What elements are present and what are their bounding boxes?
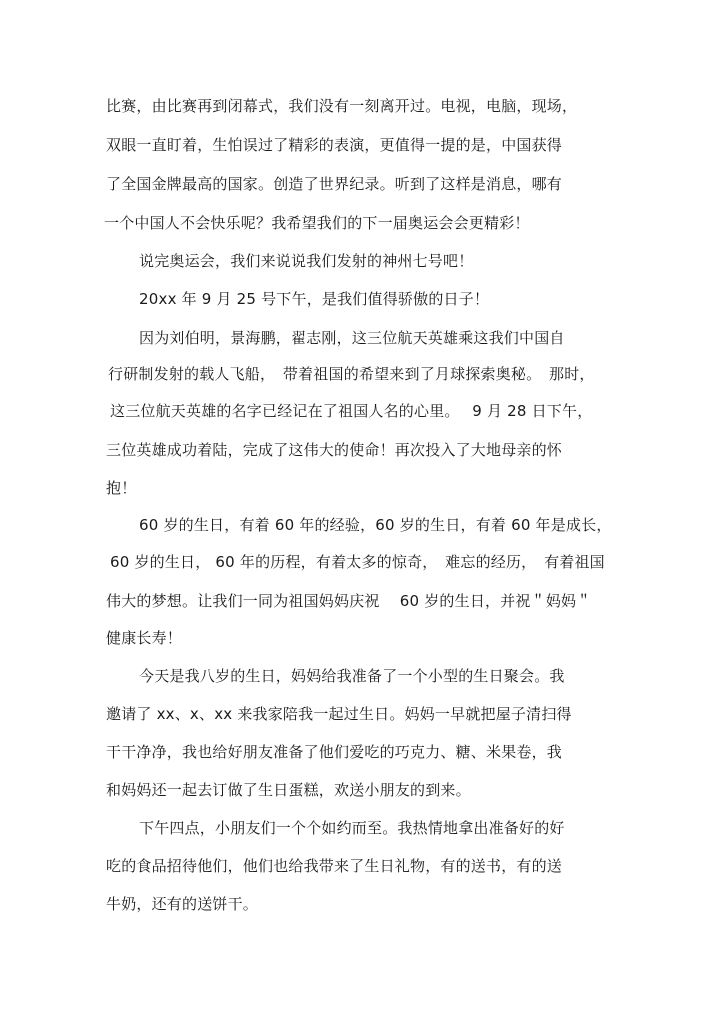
text-line: 20xx 年 9 月 25 号下午，是我们值得骄傲的日子！ (139, 290, 490, 308)
text-line: 60 岁的生日， 60 年的历程，有着太多的惊奇， 难忘的经历， 有着祖国 (110, 553, 605, 571)
text-line: 一个中国人不会快乐呢？我希望我们的下一届奥运会会更精彩！ (104, 214, 530, 232)
text-line: 吃的食品招待他们，他们也给我带来了生日礼物，有的送书，有的送 (106, 857, 563, 875)
text-line: 牛奶，还有的送饼干。 (106, 895, 259, 913)
text-line: 三位英雄成功着陆，完成了这伟大的使命！再次投入了大地母亲的怀 (106, 441, 563, 459)
text-line: 抱！ (106, 479, 137, 497)
text-line: 伟大的梦想。让我们一同为祖国妈妈庆祝 60 岁的生日，并祝＂妈妈＂ (106, 592, 592, 610)
text-line: 因为刘伯明，景海鹏，翟志刚，这三位航天英雄乘这我们中国自 (139, 329, 565, 347)
text-line: 行研制发射的载人飞船， 带着祖国的希望来到了月球探索奥秘。 那时， (108, 365, 595, 383)
text-line: 干干净净，我也给好朋友准备了他们爱吃的巧克力、糖、米果卷，我 (106, 743, 563, 761)
text-line: 这三位航天英雄的名字已经记在了祖国人名的心里。 9 月 28 日下午， (110, 402, 593, 420)
text-line: 比赛，由比赛再到闭幕式，我们没有一刻离开过。电视，电脑，现场， (106, 97, 578, 115)
text-line: 了全国金牌最高的国家。创造了世界纪录。听到了这样是消息，哪有 (106, 175, 563, 193)
text-line: 说完奥运会，我们来说说我们发射的神州七号吧！ (139, 252, 474, 270)
text-line: 和妈妈还一起去订做了生日蛋糕，欢送小朋友的到来。 (106, 781, 471, 799)
text-line: 下午四点，小朋友们一个个如约而至。我热情地拿出准备好的好 (139, 819, 565, 837)
text-line: 60 岁的生日，有着 60 年的经验，60 岁的生日，有着 60 年是成长， (139, 516, 612, 534)
text-line: 邀请了 xx、x、xx 来我家陪我一起过生日。妈妈一早就把屋子清扫得 (106, 705, 572, 723)
text-line: 双眼一直盯着，生怕误过了精彩的表演，更值得一提的是，中国获得 (106, 136, 563, 154)
text-line: 健康长寿！ (106, 629, 183, 647)
text-line: 今天是我八岁的生日，妈妈给我准备了一个小型的生日聚会。我 (139, 667, 565, 685)
